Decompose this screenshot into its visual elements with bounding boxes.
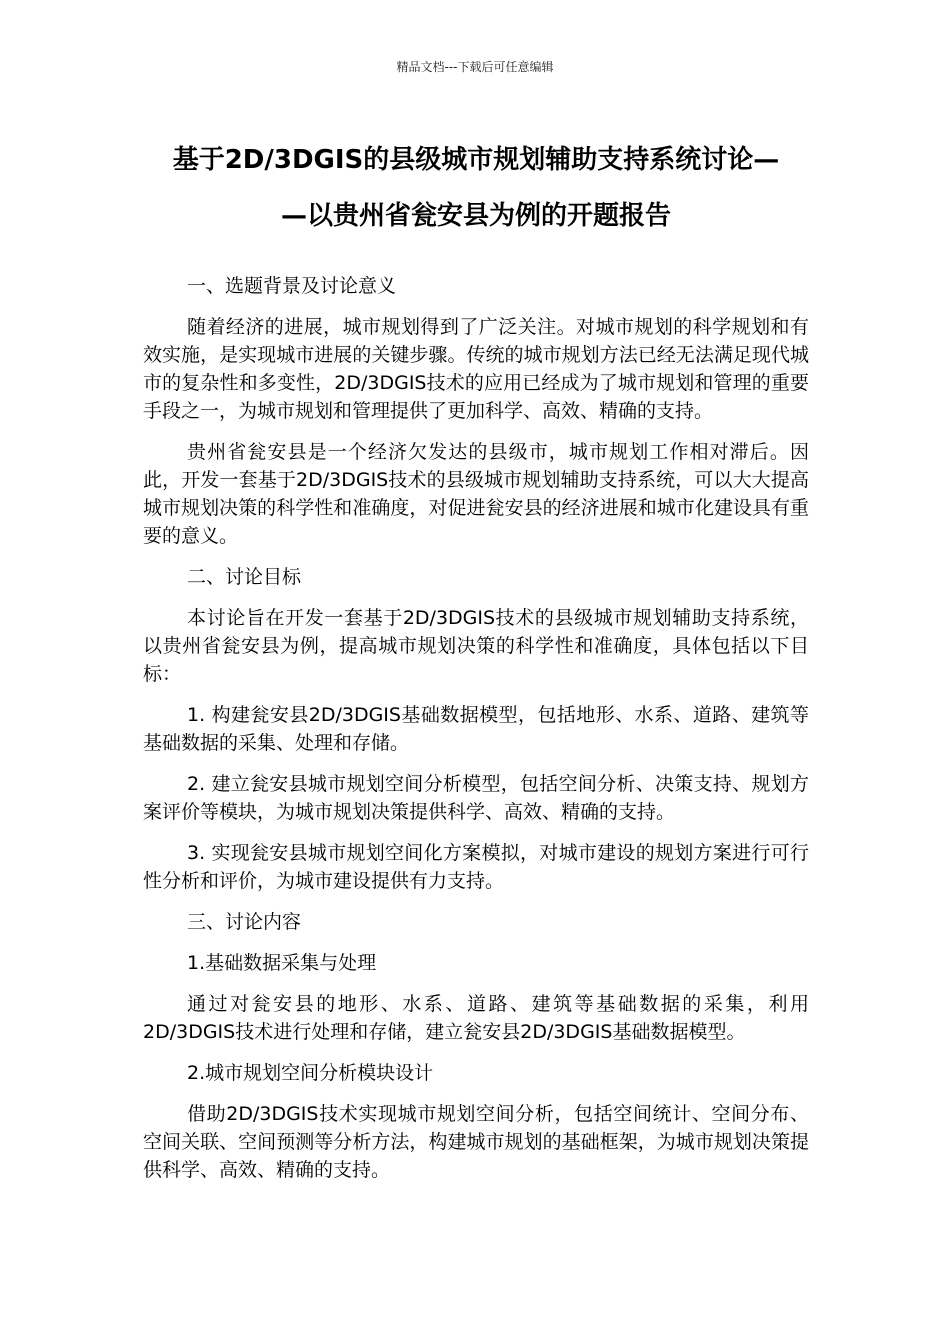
section-heading-background: 一、选题背景及讨论意义: [187, 275, 397, 297]
document-title: [143, 132, 809, 244]
goal-item-1: 1. 构建瓮安县2D/3DGIS基础数据模型，包括地形、水系、道路、建筑等基础数据的采集、处理和存储。: [143, 704, 809, 754]
goal-item-2: 2. 建立瓮安县城市规划空间分析模型，包括空间分析、决策支持、规划方案评价等模块，为城市规划决策提供科学、高效、精确的支持。: [143, 773, 809, 823]
paragraph-goals-intro: 本讨论旨在开发一套基于2D/3DGIS技术的县级城市规划辅助支持系统，以贵州省瓮安县为例，提高城市规划决策的科学性和准确度，具体包括以下目标：: [143, 607, 809, 685]
document-title-line-1: 基于2D/3DGIS的县级城市规划辅助支持系统讨论—: [172, 145, 780, 175]
goal-item-3: 3. 实现瓮安县城市规划空间化方案模拟，对城市建设的规划方案进行可行性分析和评价，为城市建设提供有力支持。: [143, 842, 809, 892]
paragraph-background-1: 随着经济的进展，城市规划得到了广泛关注。对城市规划的科学规划和有效实施，是实现城市进展的关键步骤。传统的城市规划方法已经无法满足现代城市的复杂性和多变性，2D/3DGIS技术的应用已经成为了城市规划和管理的重要手段之一，为城市规划和管理提供了更加科学、高效、精确的支持。: [143, 316, 809, 422]
document-title-line-2: —以贵州省瓮安县为例的开题报告: [280, 201, 671, 231]
section-heading-goals: 二、讨论目标: [187, 566, 302, 588]
paragraph-spatial-analysis: 借助2D/3DGIS技术实现城市规划空间分析，包括空间统计、空间分布、空间关联、空间预测等分析方法，构建城市规划的基础框架，为城市规划决策提供科学、高效、精确的支持。: [143, 1103, 809, 1181]
document-body: [143, 272, 809, 1197]
subsection-heading-analysis: 2.城市规划空间分析模块设计: [187, 1062, 434, 1084]
subsection-heading-data: 1.基础数据采集与处理: [187, 952, 377, 974]
paragraph-background-2: 贵州省瓮安县是一个经济欠发达的县级市，城市规划工作相对滞后。因此，开发一套基于2D/3DGIS技术的县级城市规划辅助支持系统，可以大大提高城市规划决策的科学性和准确度，对促进瓮安县的经济进展和城市化建设具有重要的意义。: [143, 441, 809, 547]
section-heading-content: 三、讨论内容: [187, 911, 302, 933]
header-note: 精品文档---下载后可任意编辑: [396, 60, 554, 74]
paragraph-data-collection: 通过对瓮安县的地形、水系、道路、建筑等基础数据的采集，利用2D/3DGIS技术进行处理和存储，建立瓮安县2D/3DGIS基础数据模型。: [143, 993, 809, 1043]
